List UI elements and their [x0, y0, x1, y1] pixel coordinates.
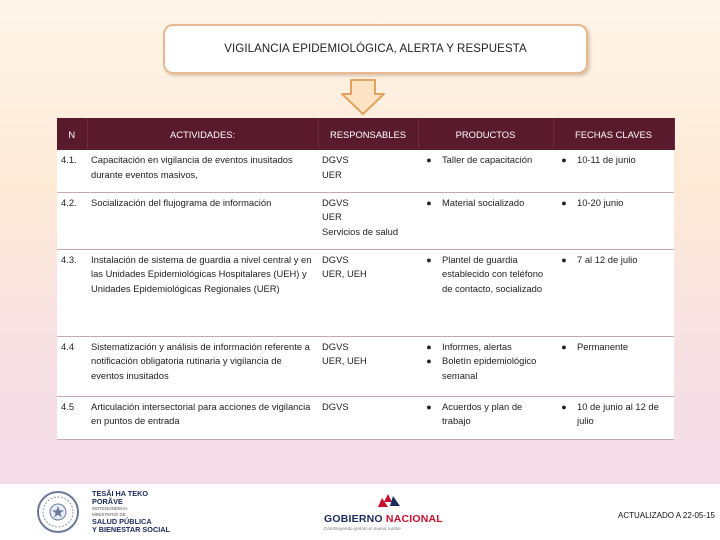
- table-row: [57, 192, 674, 249]
- responsable-item: UER: [322, 168, 342, 180]
- row-activity: Instalación de sistema de guardia a nivel central y en las Unidades Epidemiológicas Hospitalares (UEH) y Unidades Epidemiológicas Regionales (UER): [87, 249, 318, 336]
- row-fecha: [553, 396, 674, 439]
- row-responsables: [318, 150, 418, 192]
- page-title: VIGILANCIA EPIDEMIOLÓGICA, ALERTA Y RESPUESTA: [224, 43, 527, 55]
- row-productos: [418, 249, 553, 336]
- title-box: [163, 24, 588, 74]
- row-responsables: [318, 336, 418, 396]
- national-seal-icon: [36, 490, 80, 534]
- row-fecha: [553, 249, 674, 336]
- fecha-item: 10-20 junio: [577, 196, 624, 208]
- row-activity: Articulación intersectorial para acciones de vigilancia en puntos de entrada: [87, 396, 318, 439]
- table-header-row: [57, 118, 674, 150]
- bullet-icon: ●: [426, 401, 432, 412]
- bullet-icon: ●: [426, 341, 432, 352]
- ministry-line5: SALUD PÚBLICA: [92, 517, 152, 526]
- producto-item: Boletín epidemiológico semanal: [442, 355, 537, 381]
- ministry-logo: [92, 490, 182, 536]
- row-productos: [418, 336, 553, 396]
- row-number: 4.1.: [57, 150, 87, 192]
- row-productos: [418, 396, 553, 439]
- row-responsables: [318, 192, 418, 249]
- activities-table-container: [57, 118, 674, 438]
- responsable-item: UER: [322, 211, 342, 223]
- header-productos: PRODUCTOS: [418, 118, 553, 150]
- table-row: [57, 336, 674, 396]
- row-number: 4.4: [57, 336, 87, 396]
- ministry-line4: MINISTERIO DE: [92, 512, 126, 517]
- ministry-line6: Y BIENESTAR SOCIAL: [92, 525, 170, 534]
- row-responsables: [318, 249, 418, 336]
- gobierno-word: GOBIERNO: [324, 513, 383, 525]
- footer: [0, 484, 720, 540]
- header-fechas: FECHAS CLAVES: [553, 118, 674, 150]
- gobierno-slogan: Construyendo juntos un nuevo rumbo: [324, 526, 401, 531]
- bullet-icon: ●: [561, 197, 567, 208]
- fecha-item: 10-11 de junio: [577, 154, 636, 165]
- row-fecha: [553, 150, 674, 192]
- fecha-item: 7 al 12 de julio: [577, 253, 638, 265]
- down-arrow-icon: [340, 78, 386, 116]
- ministry-line1: TESÃI HA TEKO: [92, 489, 149, 498]
- ministry-line2: PORÃVE: [92, 497, 123, 506]
- activities-table: [57, 118, 675, 440]
- producto-item: Acuerdos y plan de trabajo: [442, 400, 523, 427]
- updated-date: ACTUALIZADO A 22-05-15: [618, 511, 715, 520]
- row-fecha: [553, 192, 674, 249]
- fecha-item: Permanente: [577, 340, 629, 352]
- table-row: [57, 249, 674, 336]
- fecha-item: 10 de junio al 12 de julio: [577, 400, 659, 427]
- bullet-icon: ●: [561, 254, 567, 265]
- header-n: N: [57, 118, 87, 150]
- producto-item: Taller de capacitación: [442, 154, 533, 165]
- row-activity: Socialización del flujograma de información: [87, 192, 318, 249]
- bullet-icon: ●: [426, 155, 432, 165]
- producto-item: Material socializado: [442, 196, 525, 208]
- row-productos: [418, 192, 553, 249]
- bullet-icon: ●: [561, 341, 567, 352]
- row-number: 4.3.: [57, 249, 87, 336]
- bullet-icon: ●: [426, 197, 432, 208]
- row-activity: Sistematización y análisis de información referente a notificación obligatoria rutinaria y vigilancia de eventos inusitados: [87, 336, 318, 396]
- responsable-item: DGVS: [322, 196, 349, 208]
- bullet-icon: ●: [561, 155, 567, 165]
- producto-item: Informes, alertas: [442, 340, 512, 352]
- responsable-item: UER, UEH: [322, 268, 367, 280]
- responsable-item: UER, UEH: [322, 355, 367, 367]
- nacional-word: NACIONAL: [385, 513, 443, 525]
- responsable-item: DGVS: [322, 340, 349, 352]
- header-actividades: ACTIVIDADES:: [87, 118, 318, 150]
- producto-item: Plantel de guardia establecido con teléfono de contacto, socializado: [442, 253, 544, 294]
- responsable-item: DGVS: [322, 253, 349, 265]
- table-row: [57, 150, 674, 192]
- row-responsables: [318, 396, 418, 439]
- responsable-item: DGVS: [322, 154, 349, 165]
- row-productos: [418, 150, 553, 192]
- header-responsables: RESPONSABLES: [318, 118, 418, 150]
- table-row: [57, 396, 674, 439]
- bullet-icon: ●: [561, 401, 567, 412]
- row-fecha: [553, 336, 674, 396]
- row-number: 4.2.: [57, 192, 87, 249]
- bullet-icon: ●: [426, 356, 432, 367]
- row-activity: Capacitación en vigilancia de eventos inusitados durante eventos masivos,: [87, 150, 318, 192]
- row-number: 4.5: [57, 396, 87, 439]
- ministry-line3: MOTENONDEHA: [92, 506, 128, 511]
- responsable-item: DGVS: [322, 400, 349, 412]
- gobierno-logo: [324, 513, 443, 525]
- bullet-icon: ●: [426, 254, 432, 265]
- responsable-item: Servicios de salud: [322, 225, 399, 237]
